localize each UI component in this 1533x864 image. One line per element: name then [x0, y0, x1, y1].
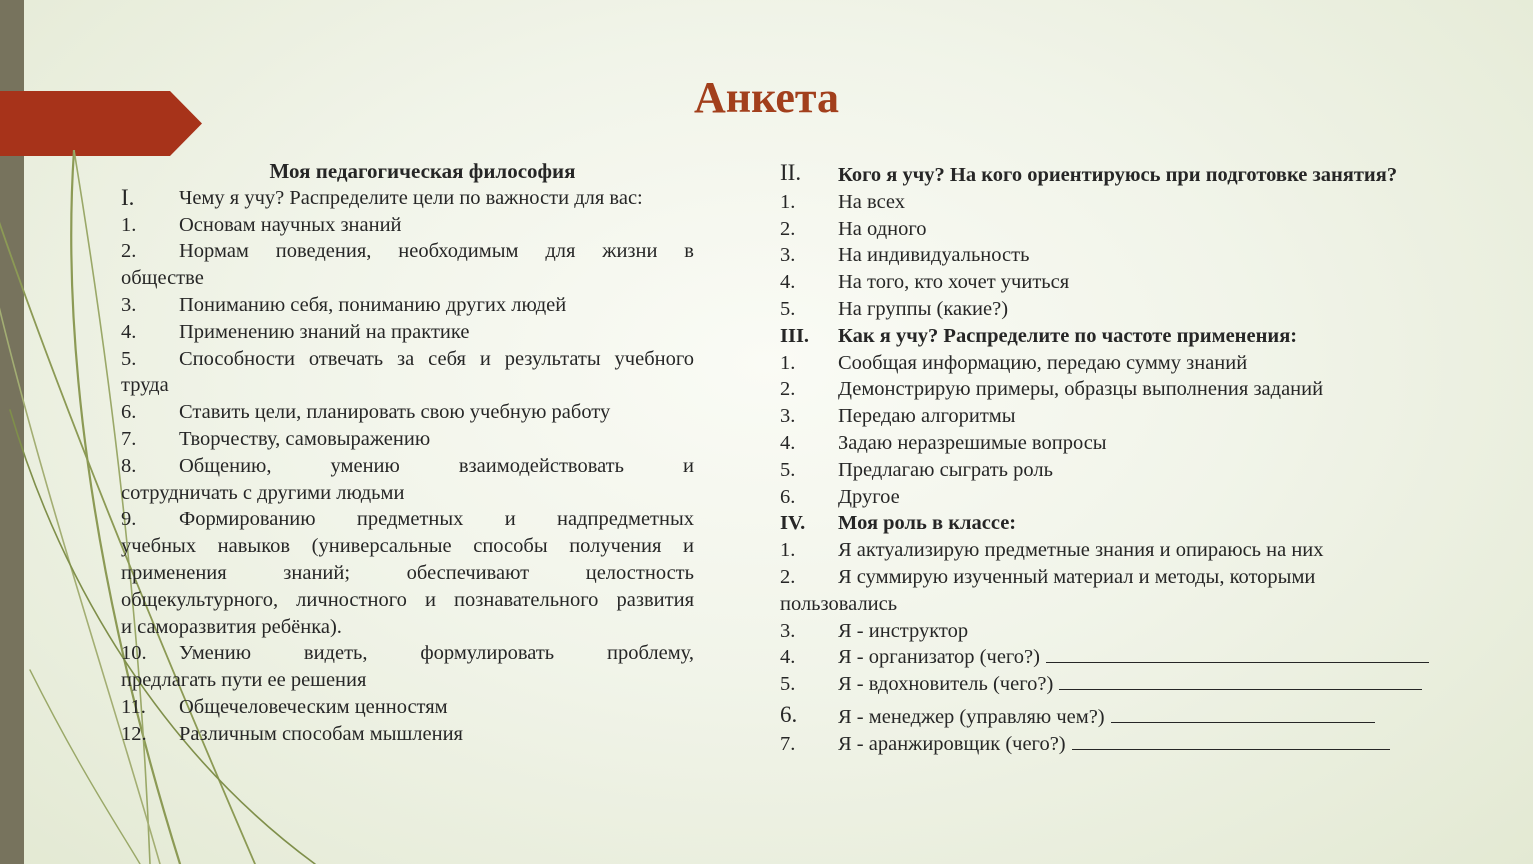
list-item	[780, 216, 1480, 243]
list-item	[121, 346, 694, 373]
item-number: 2.	[780, 217, 796, 240]
answer-blank-line[interactable]	[1046, 644, 1429, 663]
item-text: На того, кто хочет учиться	[838, 271, 1070, 294]
list-item	[780, 484, 1480, 511]
section-2-heading	[780, 162, 1480, 189]
left-subheading: Моя педагогическая философия	[269, 159, 576, 183]
list-item	[121, 426, 694, 453]
item-text: Я - инструктор	[838, 619, 969, 642]
list-item	[780, 296, 1480, 323]
item-text: Я - аранжировщик (чего?)	[838, 732, 1066, 755]
list-item	[780, 269, 1480, 296]
left-column	[121, 158, 694, 748]
item-number: 4.	[780, 271, 796, 294]
item-text-continuation: общекультурного, личностного и познавательного развития	[121, 588, 694, 611]
item-number: 3.	[780, 619, 796, 642]
right-column	[780, 162, 1480, 758]
page-title: Анкета	[693, 73, 840, 122]
section-1-heading	[121, 185, 694, 212]
section-4-list	[780, 537, 1480, 757]
item-text: На одного	[838, 217, 927, 240]
item-line	[780, 564, 1480, 591]
item-number: 6.	[780, 485, 796, 508]
section-2-list	[780, 189, 1480, 323]
item-line	[780, 671, 1480, 698]
item-text: На группы (какие?)	[838, 297, 1009, 320]
list-item	[121, 292, 694, 319]
list-item	[780, 457, 1480, 484]
item-number: 3.	[780, 244, 796, 267]
item-line	[780, 537, 1480, 564]
item-text: Общечеловеческим ценностям	[179, 695, 448, 718]
list-item	[121, 694, 694, 721]
item-text: Я - организатор (чего?)	[838, 646, 1040, 669]
list-item	[780, 564, 1480, 591]
item-number: 12.	[121, 722, 147, 745]
item-text: На всех	[838, 190, 906, 213]
item-number: 1.	[121, 213, 137, 236]
item-line	[780, 731, 1480, 758]
item-text: Сообщая информацию, передаю сумму знаний	[838, 351, 1248, 374]
section-number: IV.	[780, 512, 806, 535]
item-number: 1.	[780, 190, 796, 213]
list-item	[121, 238, 694, 265]
item-text: Умению видеть, формулировать проблему,	[179, 642, 694, 665]
item-text-continuation: обществе	[121, 267, 204, 290]
item-number: 11.	[121, 695, 146, 718]
item-text: Применению знаний на практике	[179, 320, 470, 343]
section-3-heading	[780, 323, 1480, 350]
item-text: Ставить цели, планировать свою учебную работу	[179, 401, 611, 424]
item-text: Пониманию себя, пониманию других людей	[179, 293, 567, 316]
item-number: 1.	[780, 351, 796, 374]
section-title: Моя роль в классе:	[838, 512, 1017, 535]
item-text-continuation: и саморазвития ребёнка).	[121, 615, 342, 638]
item-text: Основам научных знаний	[179, 213, 402, 236]
item-text: Передаю алгоритмы	[838, 405, 1016, 428]
list-item	[121, 399, 694, 426]
item-text: Формированию предметных и надпредметных	[179, 508, 694, 531]
item-text: Задаю неразрешимые вопросы	[838, 431, 1107, 454]
list-item	[121, 506, 694, 533]
item-number: 5.	[780, 458, 796, 481]
item-number: 5.	[780, 673, 796, 696]
list-item	[121, 721, 694, 748]
item-number: 7.	[121, 427, 137, 450]
item-line	[780, 644, 1480, 671]
list-item	[780, 618, 1480, 645]
answer-blank-line[interactable]	[1111, 704, 1375, 723]
item-number: 2.	[780, 565, 796, 588]
item-text-continuation: труда	[121, 374, 169, 397]
item-text: Творчеству, самовыражению	[179, 427, 431, 450]
list-item	[780, 403, 1480, 430]
item-number: 4.	[780, 646, 796, 669]
item-line	[780, 701, 1480, 731]
item-number: 2.	[121, 240, 137, 263]
item-number: 3.	[780, 405, 796, 428]
list-item	[780, 731, 1480, 758]
item-text: Я суммирую изученный материал и методы, которыми	[838, 565, 1316, 588]
item-text: Демонстрирую примеры, образцы выполнения заданий	[838, 378, 1324, 401]
item-text: Различным способам мышления	[179, 722, 463, 745]
section-3-list	[780, 350, 1480, 511]
item-number: 4.	[121, 320, 137, 343]
list-item	[780, 376, 1480, 403]
list-item	[121, 453, 694, 480]
item-number: 1.	[780, 539, 796, 562]
item-number: 7.	[780, 732, 796, 755]
item-text-continuation: учебных навыков (универсальные способы получения и	[121, 535, 694, 558]
item-number: 5.	[780, 297, 796, 320]
item-number: 2.	[780, 378, 796, 401]
list-item	[780, 350, 1480, 377]
list-item	[780, 242, 1480, 269]
item-text: Общению, умению взаимодействовать и	[179, 454, 694, 477]
section-number: II.	[780, 160, 802, 185]
list-item	[121, 212, 694, 239]
list-item	[780, 671, 1480, 698]
item-number: 10.	[121, 642, 147, 665]
section-number: III.	[780, 324, 810, 347]
section-text: Чему я учу? Распределите цели по важности для вас:	[179, 186, 643, 209]
item-text: Нормам поведения, необходимым для жизни в	[179, 240, 694, 263]
item-text-continuation: пользовались	[780, 592, 898, 615]
item-text: На индивидуальность	[838, 244, 1030, 267]
list-item	[780, 430, 1480, 457]
item-text: Другое	[838, 485, 900, 508]
item-text: Способности отвечать за себя и результаты учебного	[179, 347, 694, 370]
item-number: 6.	[780, 701, 798, 727]
section-4-heading	[780, 510, 1480, 537]
item-text-continuation: применения знаний; обеспечивают целостность	[121, 561, 694, 584]
list-item	[780, 644, 1480, 671]
section-title: Как я учу? Распределите по частоте применения:	[838, 324, 1298, 347]
item-text-continuation: сотрудничать с другими людьми	[121, 481, 405, 504]
answer-blank-line[interactable]	[1059, 671, 1422, 690]
list-item	[780, 701, 1480, 731]
item-line	[780, 618, 1480, 645]
item-number: 6.	[121, 401, 137, 424]
item-text-continuation: предлагать пути ее решения	[121, 669, 367, 692]
item-text: Предлагаю сыграть роль	[838, 458, 1053, 481]
item-number: 4.	[780, 431, 796, 454]
item-text: Я - менеджер (управляю чем?)	[838, 705, 1105, 728]
item-number: 3.	[121, 293, 137, 316]
section-number: I.	[121, 184, 135, 210]
item-number: 8.	[121, 454, 137, 477]
item-number: 5.	[121, 347, 137, 370]
answer-blank-line[interactable]	[1072, 731, 1390, 750]
list-item	[121, 319, 694, 346]
list-item	[780, 537, 1480, 564]
item-number: 9.	[121, 508, 137, 531]
list-item	[121, 640, 694, 667]
section-title: Кого я учу? На кого ориентируюсь при подготовке занятия?	[838, 164, 1398, 186]
list-item	[780, 189, 1480, 216]
item-text: Я актуализирую предметные знания и опираюсь на них	[838, 539, 1324, 562]
item-text: Я - вдохновитель (чего?)	[838, 673, 1054, 696]
